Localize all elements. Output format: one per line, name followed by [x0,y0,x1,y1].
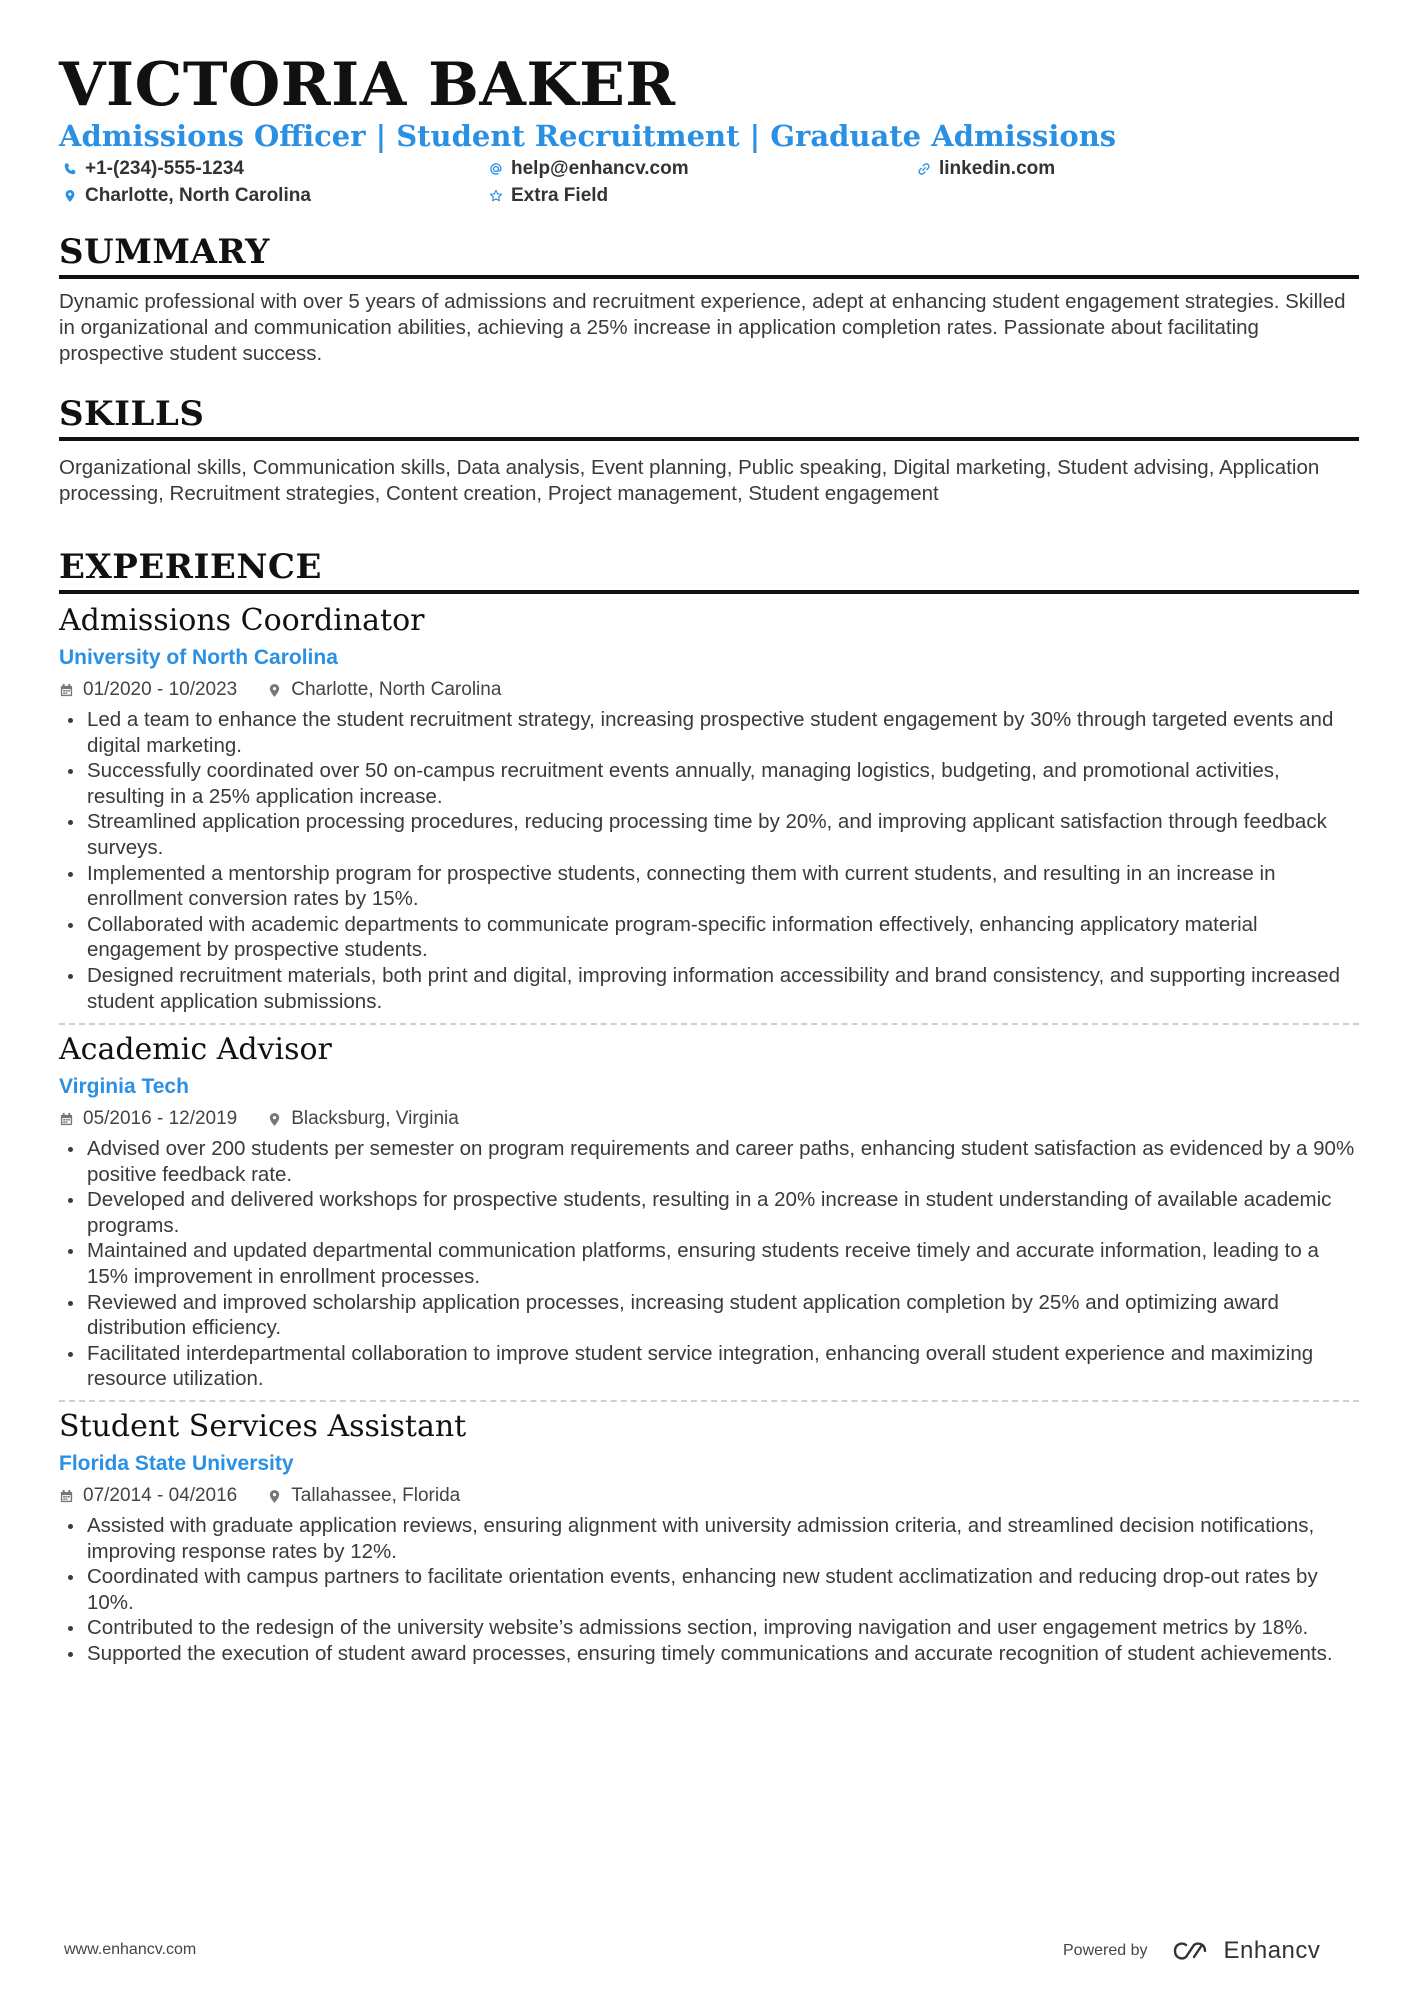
list-item: Reviewed and improved scholarship application processes, increasing student application completion by 25% and optimizing award distribution efficiency. [59,1290,1359,1341]
job-entry-2 [59,1032,1359,1392]
link-icon [917,162,931,176]
calendar-icon [59,1112,74,1127]
job-bullets [59,1136,1359,1392]
list-item: Successfully coordinated over 50 on-campus recruitment events annually, managing logistics, budgeting, and promotional activities, resulting in a 25% application increase. [59,758,1359,809]
list-item: Led a team to enhance the student recruitment strategy, increasing prospective student engagement by 30% through targeted events and digital marketing. [59,707,1359,758]
job-meta [59,1484,1359,1508]
skills-text: Organizational skills, Communication skills, Data analysis, Event planning, Public speaking, Digital marketing, Student advising, Application processing, Recruitment strategies, Content creation, Project management, Student engagement [59,456,1320,505]
job-dates: 05/2016 - 12/2019 [59,1107,237,1131]
enhancv-logo-icon [1172,1939,1216,1963]
contact-email[interactable] [489,158,689,180]
phone-icon [63,162,77,176]
list-item: Implemented a mentorship program for prospective students, connecting them with current students, and resulting in an increase in enrollment conversion rates by 15%. [59,861,1359,912]
job-title: Academic Advisor [59,1032,332,1067]
job-location: Tallahassee, Florida [267,1484,460,1508]
map-pin-icon [267,1489,282,1504]
job-bullets [59,707,1359,1014]
job-dates: 01/2020 - 10/2023 [59,678,237,702]
job-meta [59,678,1359,702]
powered-by[interactable] [1063,1937,1320,1965]
list-item: Contributed to the redesign of the university website’s admissions section, improving navigation and user engagement metrics by 18%. [59,1615,1359,1641]
candidate-name: VICTORIA BAKER [59,50,676,120]
powered-by-label: Powered by [1063,1942,1148,1959]
at-icon [489,162,503,176]
job-dates: 07/2014 - 04/2016 [59,1484,237,1508]
job-bullets [59,1513,1359,1667]
headline: Admissions Officer | Student Recruitment | Graduate Admissions [59,119,1117,153]
footer-url[interactable]: www.enhancv.com [64,1941,197,1958]
job-entry-3 [59,1409,1359,1667]
contact-location [63,185,311,207]
location-text: Charlotte, North Carolina [85,185,311,206]
website-text: linkedin.com [939,158,1056,179]
job-divider [59,1400,1359,1402]
company-name[interactable]: Florida State University [59,1452,294,1475]
list-item: Maintained and updated departmental communication platforms, ensuring students receive timely and accurate information, leading to a 15% improvement in enrollment processes. [59,1238,1359,1289]
list-item: Designed recruitment materials, both print and digital, improving information accessibility and brand consistency, and supporting increased student application submissions. [59,963,1359,1014]
contact-phone[interactable] [63,158,244,180]
experience-title: EXPERIENCE [59,547,1359,594]
map-pin-icon [267,683,282,698]
map-pin-icon [267,1112,282,1127]
list-item: Supported the execution of student award processes, ensuring timely communications and accurate recognition of student achievements. [59,1641,1359,1667]
contact-extra [489,185,608,207]
company-name[interactable]: Virginia Tech [59,1075,189,1098]
skills-title: SKILLS [59,394,1359,441]
email-text: help@enhancv.com [511,158,689,179]
company-name[interactable]: University of North Carolina [59,646,338,669]
calendar-icon [59,683,74,698]
job-title: Student Services Assistant [59,1409,467,1444]
summary-text: Dynamic professional with over 5 years of admissions and recruitment experience, adept at enhancing student engagement strategies. Skilled in organizational and communication abilities, achieving a 25% increase in application completion rates. Passionate about facilitating prospective student success. [59,290,1346,365]
list-item: Developed and delivered workshops for prospective students, resulting in a 20% increase in student understanding of available academic programs. [59,1187,1359,1238]
calendar-icon [59,1489,74,1504]
list-item: Coordinated with campus partners to facilitate orientation events, enhancing new student acclimatization and reducing drop-out rates by 10%. [59,1564,1359,1615]
phone-text: +1-(234)-555-1234 [85,158,244,179]
brand-name: Enhancv [1223,1937,1321,1964]
enhancv-logo [1172,1937,1321,1965]
list-item: Facilitated interdepartmental collaboration to improve student service integration, enhancing overall student experience and maximizing resource utilization. [59,1341,1359,1392]
list-item: Assisted with graduate application reviews, ensuring alignment with university admission criteria, and streamlined decision notifications, improving response rates by 12%. [59,1513,1359,1564]
job-meta [59,1107,1359,1131]
list-item: Collaborated with academic departments to communicate program-specific information effectively, enhancing applicatory material engagement by prospective students. [59,912,1359,963]
contact-website[interactable] [917,158,1055,180]
job-entry-1 [59,603,1359,1014]
job-location: Blacksburg, Virginia [267,1107,459,1131]
extra-text: Extra Field [511,185,609,206]
job-title: Admissions Coordinator [59,603,425,638]
map-pin-icon [63,189,77,203]
job-location: Charlotte, North Carolina [267,678,501,702]
list-item: Streamlined application processing procedures, reducing processing time by 20%, and improving applicant satisfaction through feedback surveys. [59,809,1359,860]
list-item: Advised over 200 students per semester on program requirements and career paths, enhancing student satisfaction as evidenced by a 90% positive feedback rate. [59,1136,1359,1187]
job-divider [59,1023,1359,1025]
star-icon [489,189,503,203]
summary-title: SUMMARY [59,232,1359,279]
